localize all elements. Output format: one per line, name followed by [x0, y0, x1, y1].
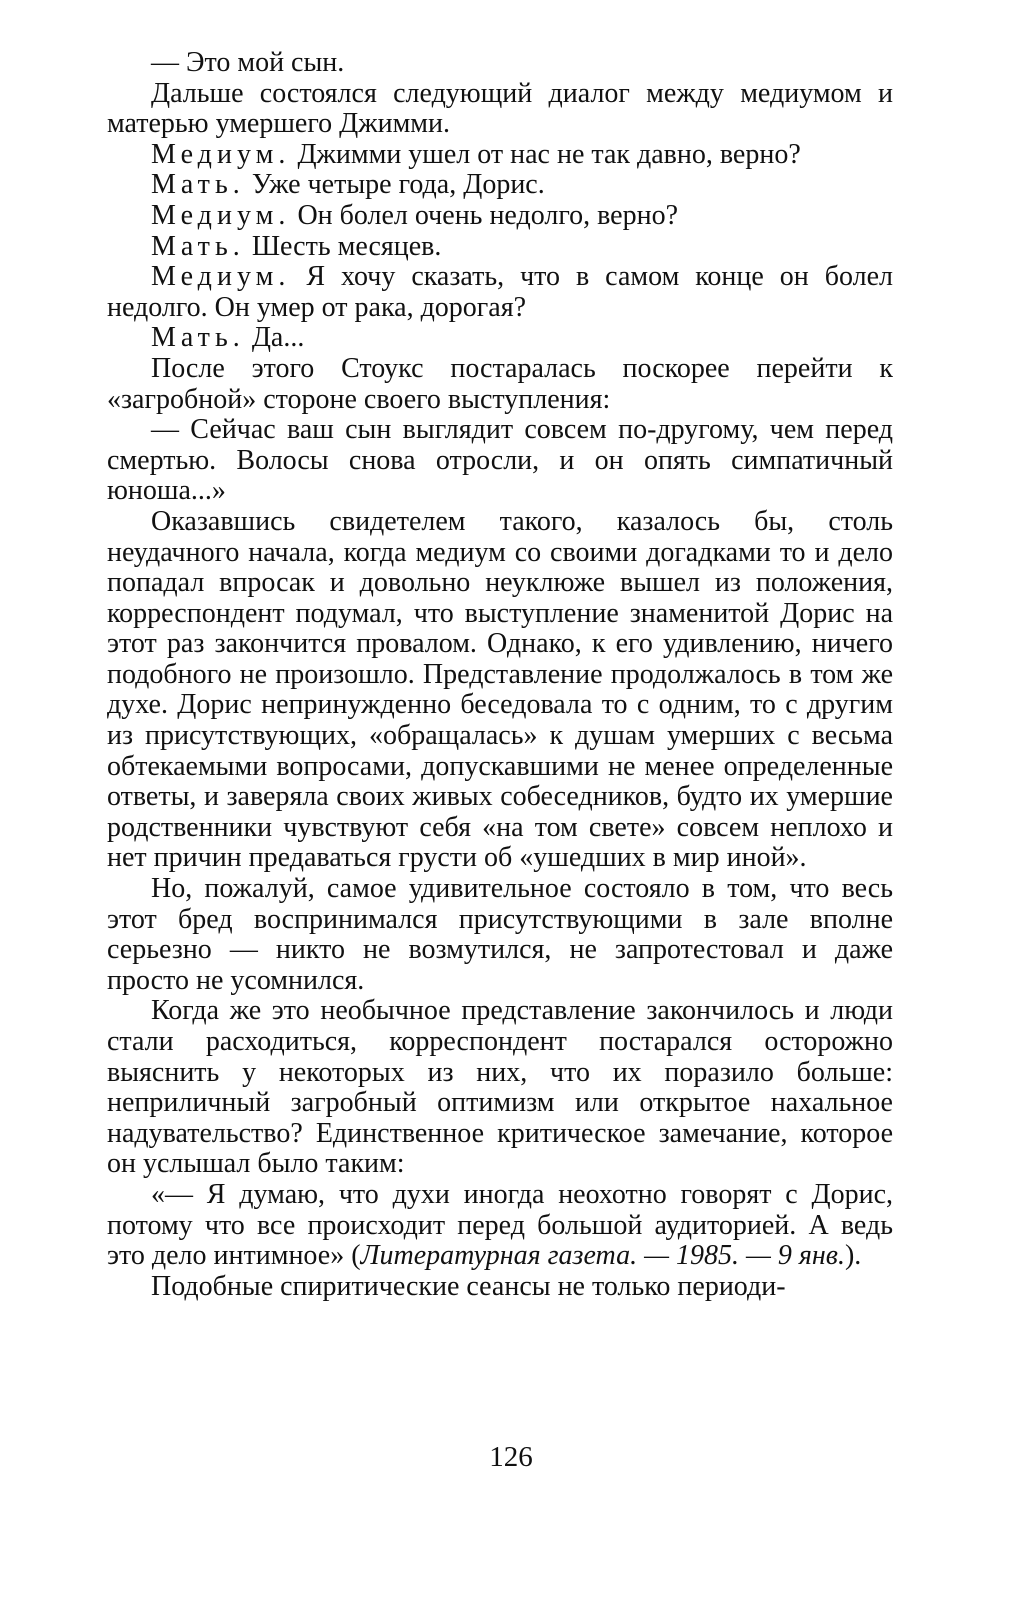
- dialogue-line: [107, 201, 893, 232]
- speaker-label: Медиум.: [151, 138, 291, 170]
- speaker-label: Мать.: [151, 322, 245, 354]
- quote-text: «— Я думаю, что духи иногда неохотно говорят с Дорис, потому что все происходит перед большой аудиторией. А ведь это дело интимное» (: [107, 1178, 893, 1272]
- dialogue-line: — Это мой сын.: [151, 47, 345, 78]
- dialogue-text: Да...: [244, 322, 305, 354]
- dialogue-line: [107, 262, 893, 323]
- dialogue-text: Уже четыре года, Дорис.: [244, 169, 545, 201]
- speaker-label: Медиум.: [151, 261, 291, 293]
- paragraph: Дальше состоялся следующий диалог между медиумом и матерью умершего Джимми.: [107, 77, 893, 140]
- quote-end: ).: [844, 1240, 862, 1272]
- quote-paragraph: [107, 1180, 893, 1272]
- paragraph: Оказавшись свидетелем такого, казалось бы, столь неудачного начала, когда медиум со своими догадками то и дело попадал впросак и довольно неуклюже вышел из положения, корреспондент подумал, что выступление знаменитой Дорис на этот раз закончится провалом. Однако, к его удивлению, ничего подобного не произошло. Представление продолжалось в том же духе. Дорис непринужденно беседовала то с одним, то с другим из присутствующих, «обращалась» к душам умерших с весьма обтекаемыми вопросами, допускавшими не менее определенные ответы, и заверяла своих живых собеседников, будто их умершие родственники чувствуют себя «на том свете» совсем неплохо и нет причин предаваться грусти об «ушедших в мир иной».: [107, 505, 893, 874]
- dialogue-line: [107, 323, 893, 354]
- speaker-label: Мать.: [151, 169, 245, 201]
- dialogue-text: Шесть месяцев.: [244, 230, 442, 262]
- dialogue-line: [107, 170, 893, 201]
- paragraph: Подобные спиритические сеансы не только периоди-: [151, 1270, 786, 1302]
- book-page-text: [107, 48, 893, 1302]
- dialogue-text: Джимми ушел от нас не так давно, верно?: [290, 138, 801, 170]
- paragraph: Когда же это необычное представление закончилось и люди стали расходиться, корреспондент постарался осторожно выяснить у некоторых из них, что их поразило больше: неприличный загробный оптимизм или открытое нахальное надувательство? Единственное критическое замечание, которое он услышал было таким:: [107, 995, 893, 1180]
- paragraph: Но, пожалуй, самое удивительное состояло в том, что весь этот бред воспринимался присутствующими в зале вполне серьезно — никто не возмутился, не запротестовал и даже просто не усомнился.: [107, 873, 893, 996]
- speaker-label: Мать.: [151, 230, 245, 262]
- dialogue-text: Я хочу сказать, что в самом конце он болел недолго. Он умер от рака, дорогая?: [107, 261, 893, 323]
- quote-paragraph: — Сейчас ваш сын выглядит совсем по-другому, чем перед смертью. Волосы снова отросли, и он опять симпатичный юноша...»: [107, 414, 893, 507]
- dialogue-line: [107, 232, 893, 263]
- paragraph: После этого Стоукс постаралась поскорее перейти к «загробной» стороне своего выступления:: [107, 352, 893, 415]
- source-citation: Литературная газета. — 1985. — 9 янв.: [360, 1240, 845, 1272]
- dialogue-line: [107, 140, 893, 171]
- dialogue-text: Он болел очень недолго, верно?: [290, 199, 679, 231]
- speaker-label: Медиум.: [151, 199, 291, 231]
- page-number: 126: [489, 1441, 533, 1473]
